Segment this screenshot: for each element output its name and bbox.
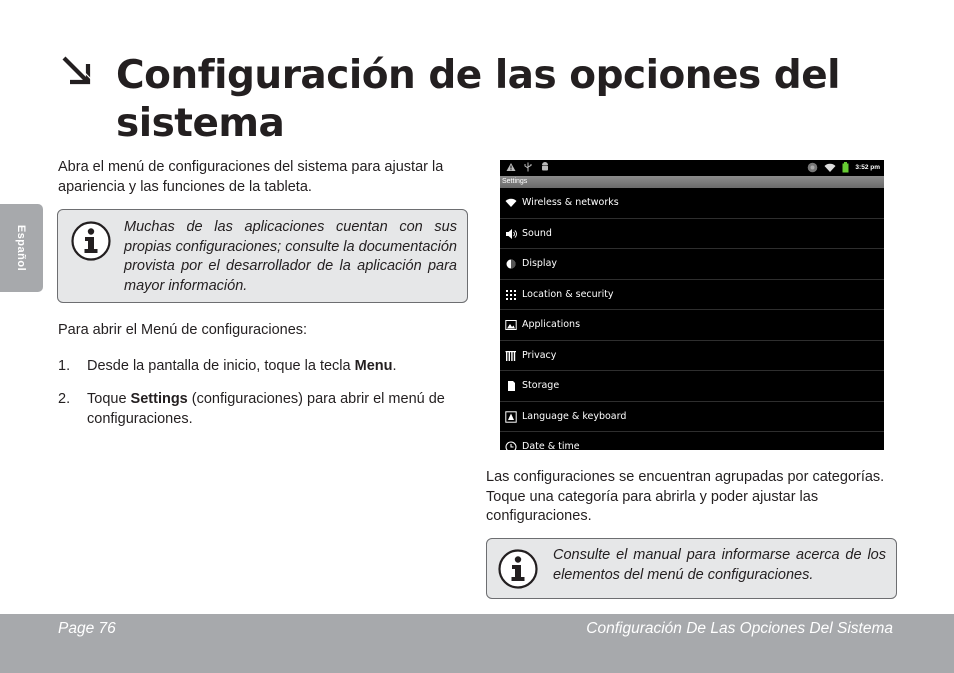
step-text: Desde la pantalla de inicio, toque la tecla Menu.	[87, 358, 397, 374]
location-status-icon	[807, 162, 818, 173]
settings-item-label: Wireless & networks	[522, 197, 619, 208]
instructions-heading: Para abrir el Menú de configuraciones:	[58, 322, 308, 338]
wifi-status-icon	[824, 163, 836, 173]
battery-icon	[842, 162, 849, 173]
section-name: Configuración De Las Opciones Del Sistema	[586, 620, 893, 637]
privacy-icon	[505, 350, 517, 362]
step-number: 1.	[58, 358, 71, 374]
info-icon	[70, 220, 112, 262]
categories-paragraph: Las configuraciones se encuentran agrupadas por categorías. Toque una categoría para abrirla y poder ajustar las configuraciones.	[486, 469, 885, 524]
settings-item-label: Sound	[522, 227, 552, 239]
settings-item-date-time[interactable]	[500, 432, 884, 450]
wifi-icon	[505, 197, 517, 209]
status-bar	[500, 160, 884, 176]
speaker-icon	[505, 228, 517, 240]
storage-icon	[505, 380, 517, 392]
step-item	[58, 356, 468, 378]
settings-item-storage[interactable]	[500, 371, 884, 402]
page-footer	[0, 614, 954, 673]
android-icon	[540, 162, 550, 172]
settings-item-label: Location & security	[522, 288, 614, 300]
settings-header-label: Settings	[502, 178, 528, 185]
step-number: 2.	[58, 391, 71, 407]
menu-key-label: Menu	[354, 358, 393, 374]
status-clock: 3:52 pm	[855, 164, 880, 171]
warning-icon	[506, 162, 516, 172]
settings-item-language[interactable]	[500, 402, 884, 433]
step-item	[58, 389, 468, 431]
arrow-down-right-icon	[58, 52, 100, 92]
settings-item-label: Language & keyboard	[522, 410, 627, 422]
info-note	[57, 209, 468, 303]
settings-item-display[interactable]	[500, 249, 884, 280]
settings-item-wireless[interactable]	[500, 188, 884, 219]
settings-item-location[interactable]	[500, 280, 884, 311]
language-side-tab	[0, 204, 43, 292]
usb-icon	[523, 162, 533, 172]
settings-item-label: Date & time	[522, 441, 580, 450]
location-grid-icon	[505, 289, 517, 301]
settings-item-label: Display	[522, 258, 558, 269]
page-title: Configuración de las opciones del sistema	[116, 53, 841, 146]
settings-item-label: Applications	[522, 319, 581, 330]
note-text: Muchas de las aplicaciones cuentan con sus propias configuraciones; consulte la documentación provista por el desarrollador de la aplicación para mayor información.	[124, 219, 457, 294]
note-text: Consulte el manual para informarse acerca de los elementos del menú de configuraciones.	[553, 547, 886, 583]
settings-list	[500, 188, 884, 450]
clock-icon	[505, 441, 517, 450]
settings-screenshot	[500, 160, 884, 450]
settings-item-label: Privacy	[522, 349, 557, 361]
applications-icon	[505, 319, 517, 331]
settings-item-sound[interactable]	[500, 219, 884, 250]
language-label: Español	[15, 224, 27, 272]
settings-header	[500, 176, 884, 188]
keyboard-icon	[505, 411, 517, 423]
settings-label: Settings	[130, 391, 188, 407]
settings-item-applications[interactable]	[500, 310, 884, 341]
settings-item-privacy[interactable]	[500, 341, 884, 372]
page-number: Page 76	[58, 620, 116, 637]
brightness-icon	[505, 258, 517, 270]
info-note	[486, 538, 897, 599]
info-icon	[497, 548, 539, 590]
intro-paragraph: Abra el menú de configuraciones del sistema para ajustar la apariencia y las funciones de la tableta.	[58, 159, 444, 195]
step-text: Toque Settings (configuraciones) para abrir el menú de configuraciones.	[87, 391, 445, 427]
settings-item-label: Storage	[522, 380, 560, 391]
